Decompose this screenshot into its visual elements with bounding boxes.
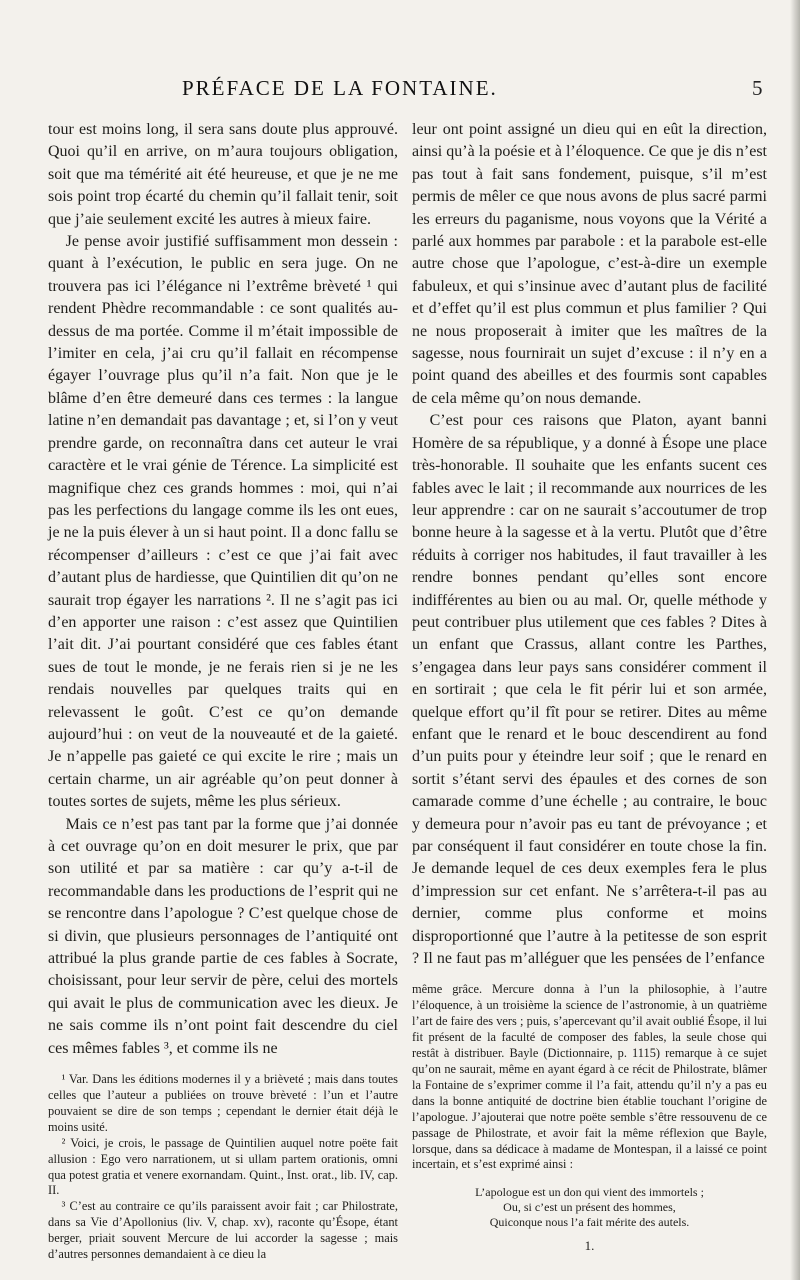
verse-line: Ou, si c’est un présent des hommes, bbox=[503, 1200, 676, 1215]
footnote: ¹ Var. Dans les éditions modernes il y a brièveté ; mais dans toutes celles que l’auteur a publiées on trouve brèveté : l’un et l’autre pouvaient se dire de son temps ; cependant le dernier était déjà le moins usité. bbox=[48, 1072, 398, 1134]
body-paragraph: tour est moins long, il sera sans doute plus approuvé. Quoi qu’il en arrive, on m’aura toujours obligation, soit que ma témérité ait été heureuse, et que je ne me sois point trop écarté du chemin qu’il fallait tenir, soit que j’aie seulement excité les autres à mieux faire. bbox=[48, 121, 398, 228]
body-paragraph: Je pense avoir justifié suffisamment mon dessein : quant à l’exécution, le public en sera juge. On ne trouvera pas ici l’élégance ni l’extrême brèveté ¹ qui rendent Phèdre recommandable : ce sont qualités au-dessus de ma portée. Comme il m’était impossible de l’imiter en cela, j’ai cru qu’il fallait en récompense égayer l’ouvrage plus qu’il n’a fait. Non que je le blâme d’en être demeuré dans ces termes : la langue latine n’en demandait pas davantage ; et, si l’on y veut prendre garde, on reconnaîtra dans cet auteur le vrai caractère et le vrai génie de Térence. La simplicité est magnifique chez ces grands hommes : moi, qui n’ai pas les perfections du langage comme ils les ont eues, je ne la puis élever à un si haut point. Il a donc fallu se récompenser d’ailleurs : c’est ce que j’ai fait avec d’autant plus de hardiesse, que Quintilien dit qu’on ne saurait trop égayer les narrations ². Il ne s’agit pas ici d’en apporter une raison : c’est assez que Quintilien l’ait dit. J’ai pourtant considéré que ces fables étant sues de tout le monde, je ne ferais rien si je ne les rendais nouvelles par quelques traits qui en relevassent le goût. C’est ce qu’on demande aujourd’hui : on veut de la nouveauté et de la gaieté. Je n’appelle pas gaieté ce qui excite le rire ; mais un certain charme, un air agréable qu’on peut donner à toutes sortes de sujets, même les plus sérieux. bbox=[48, 233, 398, 811]
signature-mark: 1. bbox=[584, 1238, 595, 1254]
verse-line: L’apologue est un don qui vient des immortels ; bbox=[475, 1185, 704, 1200]
verse-line: Quiconque nous l’a fait mérite des autels. bbox=[489, 1215, 690, 1230]
page-edge-shadow bbox=[790, 0, 800, 1280]
footnote: ³ C’est au contraire ce qu’ils paraissent avoir fait ; car Philostrate, dans sa Vie d’Apollonius (liv. V, chap. xv), raconte qu’Ésope, étant berger, priait souvent Mercure de lui accorder la sagesse ; mais d’autres personnes demandaient à ce dieu la bbox=[48, 1199, 398, 1262]
footnote-continuation: même grâce. Mercure donna à l’un la philosophie, à l’autre l’éloquence, à un troisième la science de l’astronomie, à un quatrième l’art de faire des vers ; puis, s’apercevant qu’il avait oublié Ésope, il lui fit présent de la faculté de composer des fables, la seule chose qui restât à distribuer. Bayle (Dictionnaire, p. 1115) remarque à ce sujet qu’on ne saurait, même en ayant égard à ce récit de Philostrate, blâmer la Fontaine de s’exprimer comme il l’a fait, attendu qu’il n’y a pas eu dans la bonne antiquité de doctrine bien établie touchant l’origine de l’apologue. J’ajouterai que notre poëte semble s’être ressouvenu de ce passage de Philostrate, et avoir fait la même réflexion que Bayle, lorsque, dans sa dédicace à madame de Montespan, il a laissé ce point incertain, et s’est exprimé ainsi : bbox=[412, 982, 767, 1172]
page-number: 5 bbox=[752, 76, 763, 100]
right-column bbox=[412, 119, 767, 1254]
body-paragraph: leur ont point assigné un dieu qui en eût la direction, ainsi qu’à la poésie et à l’éloquence. Ce que je dis n’est pas tout à fait sans fondement, puisque, s’il m’est permis de mêler ce que nous avons de plus sacré parmi les erreurs du paganisme, nous voyons que la Vérité a parlé aux hommes par parabole : et la parabole est-elle autre chose que l’apologue, c’est-à-dire un exemple fabuleux, et qui s’insinue avec d’autant plus de facilité et d’effet qu’il est plus commun et plus familier ? Qui ne nous proposerait à imiter que les maîtres de la sagesse, nous fournirait un sujet d’excuse : il n’y en a point quand des abeilles et des fourmis sont capables de cela même qu’on nous demande. bbox=[412, 121, 767, 407]
footnotes bbox=[48, 1072, 398, 1263]
running-title: PRÉFACE DE LA FONTAINE. bbox=[182, 76, 498, 100]
footnotes bbox=[412, 982, 767, 1254]
running-header bbox=[0, 76, 800, 106]
body-paragraph: C’est pour ces raisons que Platon, ayant banni Homère de sa république, y a donné à Ésope une place très-honorable. Il souhaite que les enfants sucent ces fables avec le lait ; il recommande aux nourrices de les leur apprendre : car on ne saurait s’accoutumer de trop bonne heure à la sagesse et à la vertu. Plutôt que d’être réduits à corriger nos habitudes, il faut travailler à les rendre bonnes pendant qu’elles sont encore indifférentes au bien ou au mal. Or, quelle méthode y peut contribuer plus utilement que ces fables ? Dites à un enfant que Crassus, allant contre les Parthes, s’engagea dans leur pays sans considérer comment il en sortirait ; que cela le fit périr lui et son armée, quelque effort qu’il fît pour se retirer. Dites au même enfant que le renard et le bouc descendirent au fond d’un puits pour y éteindre leur soif ; que le renard en sortit s’étant servi des épaules et des cornes de son camarade comme d’une échelle ; au contraire, le bouc y demeura pour n’avoir pas eu tant de prévoyance ; et par conséquent il faut considérer en toute chose la fin. Je demande lequel de ces deux exemples fera le plus d’impression sur cet enfant. Ne s’arrêtera-t-il pas au dernier, comme plus conforme et moins disproportionné que l’autre à la petitesse de son esprit ? Il ne faut pas m’alléguer que les pensées de l’enfance bbox=[412, 412, 767, 968]
body-paragraph: Mais ce n’est pas tant par la forme que j’ai donnée à cet ouvrage qu’on en doit mesurer le prix, que par son utilité et par sa matière : car qu’y a-t-il de recommandable dans les productions de l’esprit qui ne se rencontre dans l’apologue ? C’est quelque chose de si divin, que plusieurs personnages de l’antiquité ont attribué la plus grande partie de ces fables à Socrate, choisissant, pour leur servir de père, celui des mortels qui avait le plus de communication avec les dieux. Je ne sais comme ils n’ont point fait descendre du ciel ces mêmes fables ³, et comme ils ne bbox=[48, 815, 398, 1057]
footnote: ² Voici, je crois, le passage de Quintilien auquel notre poëte fait allusion : Ego vero narrationem, ut si ullam partem orationis, omni qua potest gratia et venere exornandam. Quint., Inst. orat., lib. IV, cap. II. bbox=[48, 1135, 398, 1198]
quoted-verse bbox=[412, 1185, 767, 1230]
left-column bbox=[48, 119, 398, 1263]
